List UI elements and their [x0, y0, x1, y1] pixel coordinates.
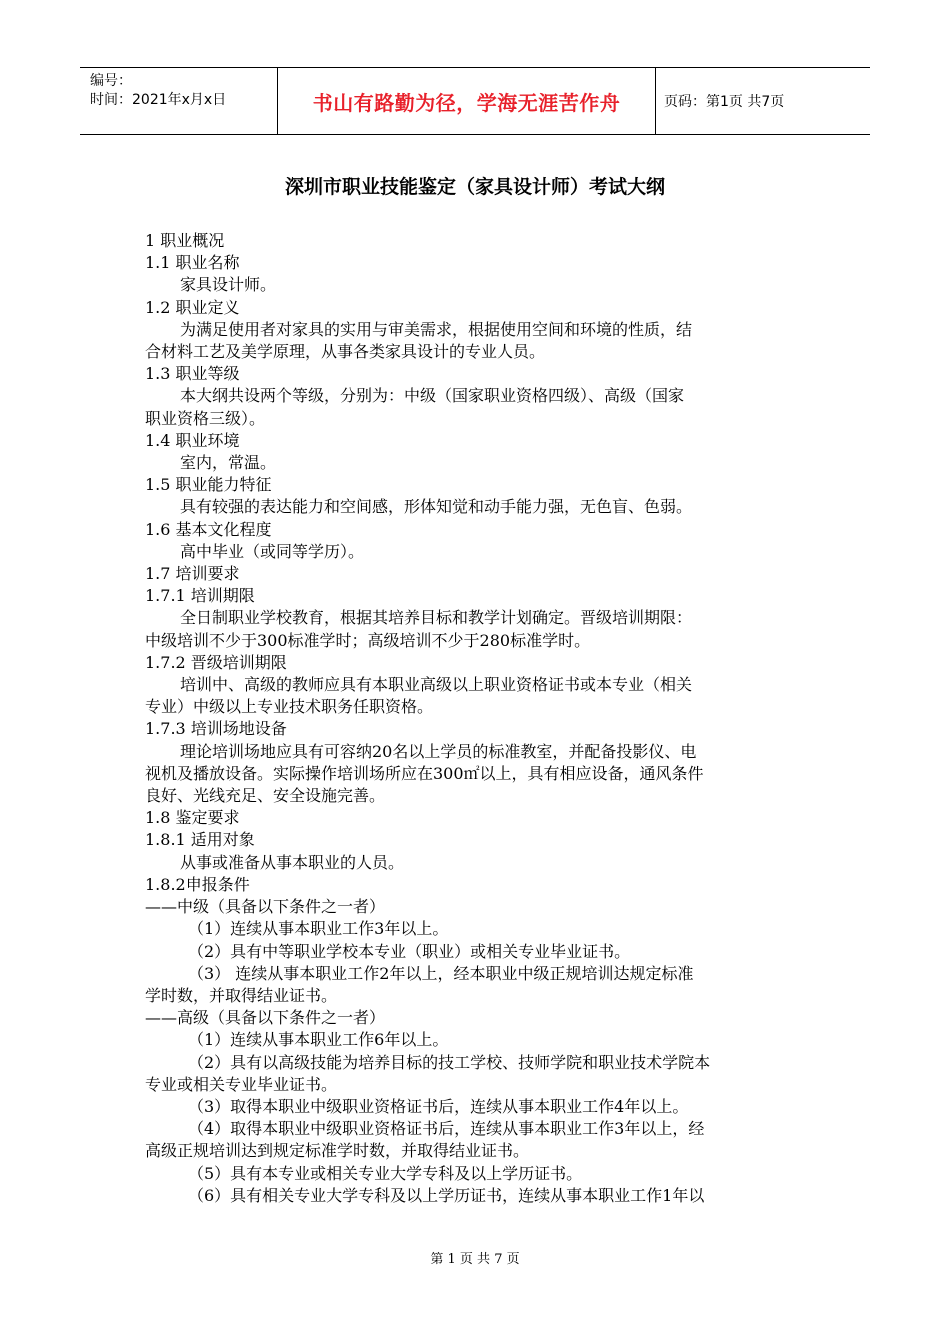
text-line: （2）具有以高级技能为培养目标的技工学校、技师学院和职业技术学院本 — [188, 1052, 711, 1072]
text-line: （3）取得本职业中级职业资格证书后，连续从事本职业工作4年以上。 — [188, 1096, 689, 1116]
text-line: 1.4 职业环境 — [145, 430, 240, 450]
text-line: 理论培训场地应具有可容纳20名以上学员的标准教室，并配备投影仪、电 — [180, 741, 697, 761]
text-line: 专业）中级以上专业技术职务任职资格。 — [145, 697, 434, 717]
text-line: 1.7 培训要求 — [145, 564, 240, 584]
document-number: 编号： — [90, 73, 132, 89]
text-line: （4）取得本职业中级职业资格证书后，连续从事本职业工作3年以上，经 — [188, 1119, 705, 1139]
document-time: 时间：2021年x月x日 — [90, 92, 227, 108]
text-line: 1 职业概况 — [145, 231, 225, 250]
text-line: 全日制职业学校教育，根据其培养目标和教学计划确定。晋级培训期限： — [180, 608, 693, 628]
text-line: （1）连续从事本职业工作6年以上。 — [188, 1030, 449, 1050]
header-table — [80, 67, 870, 135]
text-line: 高级正规培训达到规定标准学时数，并取得结业证书。 — [145, 1141, 530, 1161]
text-line: 培训中、高级的教师应具有本职业高级以上职业资格证书或本专业（相关 — [180, 675, 693, 695]
text-line: （5）具有本专业或相关专业大学专科及以上学历证书。 — [188, 1163, 583, 1183]
text-line: 职业资格三级）。 — [145, 408, 266, 428]
text-line: ——中级（具备以下条件之一者） — [145, 897, 386, 917]
text-line: 从事或准备从事本职业的人员。 — [180, 852, 405, 872]
text-line: 良好、光线充足、安全设施完善。 — [145, 786, 386, 806]
text-line: 学时数，并取得结业证书。 — [145, 985, 338, 1005]
text-line: 视机及播放设备。实际操作培训场所应在300㎡以上，具有相应设备，通风条件 — [145, 763, 704, 783]
text-line: 1.7.1 培训期限 — [145, 586, 255, 606]
text-line: 1.6 基本文化程度 — [145, 519, 272, 539]
text-line: 高中毕业（或同等学历）。 — [180, 541, 365, 561]
text-line: 专业或相关专业毕业证书。 — [145, 1074, 338, 1094]
text-line: 1.7.3 培训场地设备 — [145, 719, 287, 739]
text-line: （1）连续从事本职业工作3年以上。 — [188, 919, 449, 939]
text-line: 1.8.2申报条件 — [145, 874, 250, 894]
text-line: 1.7.2 晋级培训期限 — [145, 652, 287, 672]
text-line: 1.2 职业定义 — [145, 297, 240, 317]
document-body — [145, 230, 810, 1207]
header-meta — [80, 68, 278, 134]
text-line: （6）具有相关专业大学专科及以上学历证书，连续从事本职业工作1年以 — [188, 1185, 705, 1205]
text-line: 家具设计师。 — [180, 275, 277, 295]
text-line: （3） 连续从事本职业工作2年以上，经本职业中级正规培训达规定标准 — [188, 963, 694, 983]
text-line: 1.8 鉴定要求 — [145, 808, 240, 828]
text-line: 1.8.1 适用对象 — [145, 830, 255, 850]
header-motto: 书山有路勤为径，学海无涯苦作舟 — [278, 68, 656, 134]
text-line: 1.3 职业等级 — [145, 364, 240, 384]
text-line: 1.1 职业名称 — [145, 253, 240, 273]
text-line: ——高级（具备以下条件之一者） — [145, 1008, 386, 1028]
text-line: 中级培训不少于300标准学时；高级培训不少于280标准学时。 — [145, 630, 591, 650]
header-page-info: 页码：第1页 共7页 — [664, 94, 785, 110]
text-line: 本大纲共设两个等级，分别为：中级（国家职业资格四级）、高级（国家 — [180, 386, 685, 406]
text-line: 1.5 职业能力特征 — [145, 475, 272, 495]
text-line: 为满足使用者对家具的实用与审美需求，根据使用空间和环境的性质，结 — [180, 319, 693, 339]
text-line: 合材料工艺及美学原理，从事各类家具设计的专业人员。 — [145, 342, 546, 362]
text-line: （2）具有中等职业学校本专业（职业）或相关专业毕业证书。 — [188, 941, 631, 961]
text-line: 室内，常温。 — [180, 453, 277, 473]
text-line: 具有较强的表达能力和空间感，形体知觉和动手能力强，无色盲、色弱。 — [180, 497, 693, 517]
page-title: 深圳市职业技能鉴定（家具设计师）考试大纲 — [284, 176, 665, 198]
page-footer: 第 1 页 共 7 页 — [430, 1252, 520, 1267]
